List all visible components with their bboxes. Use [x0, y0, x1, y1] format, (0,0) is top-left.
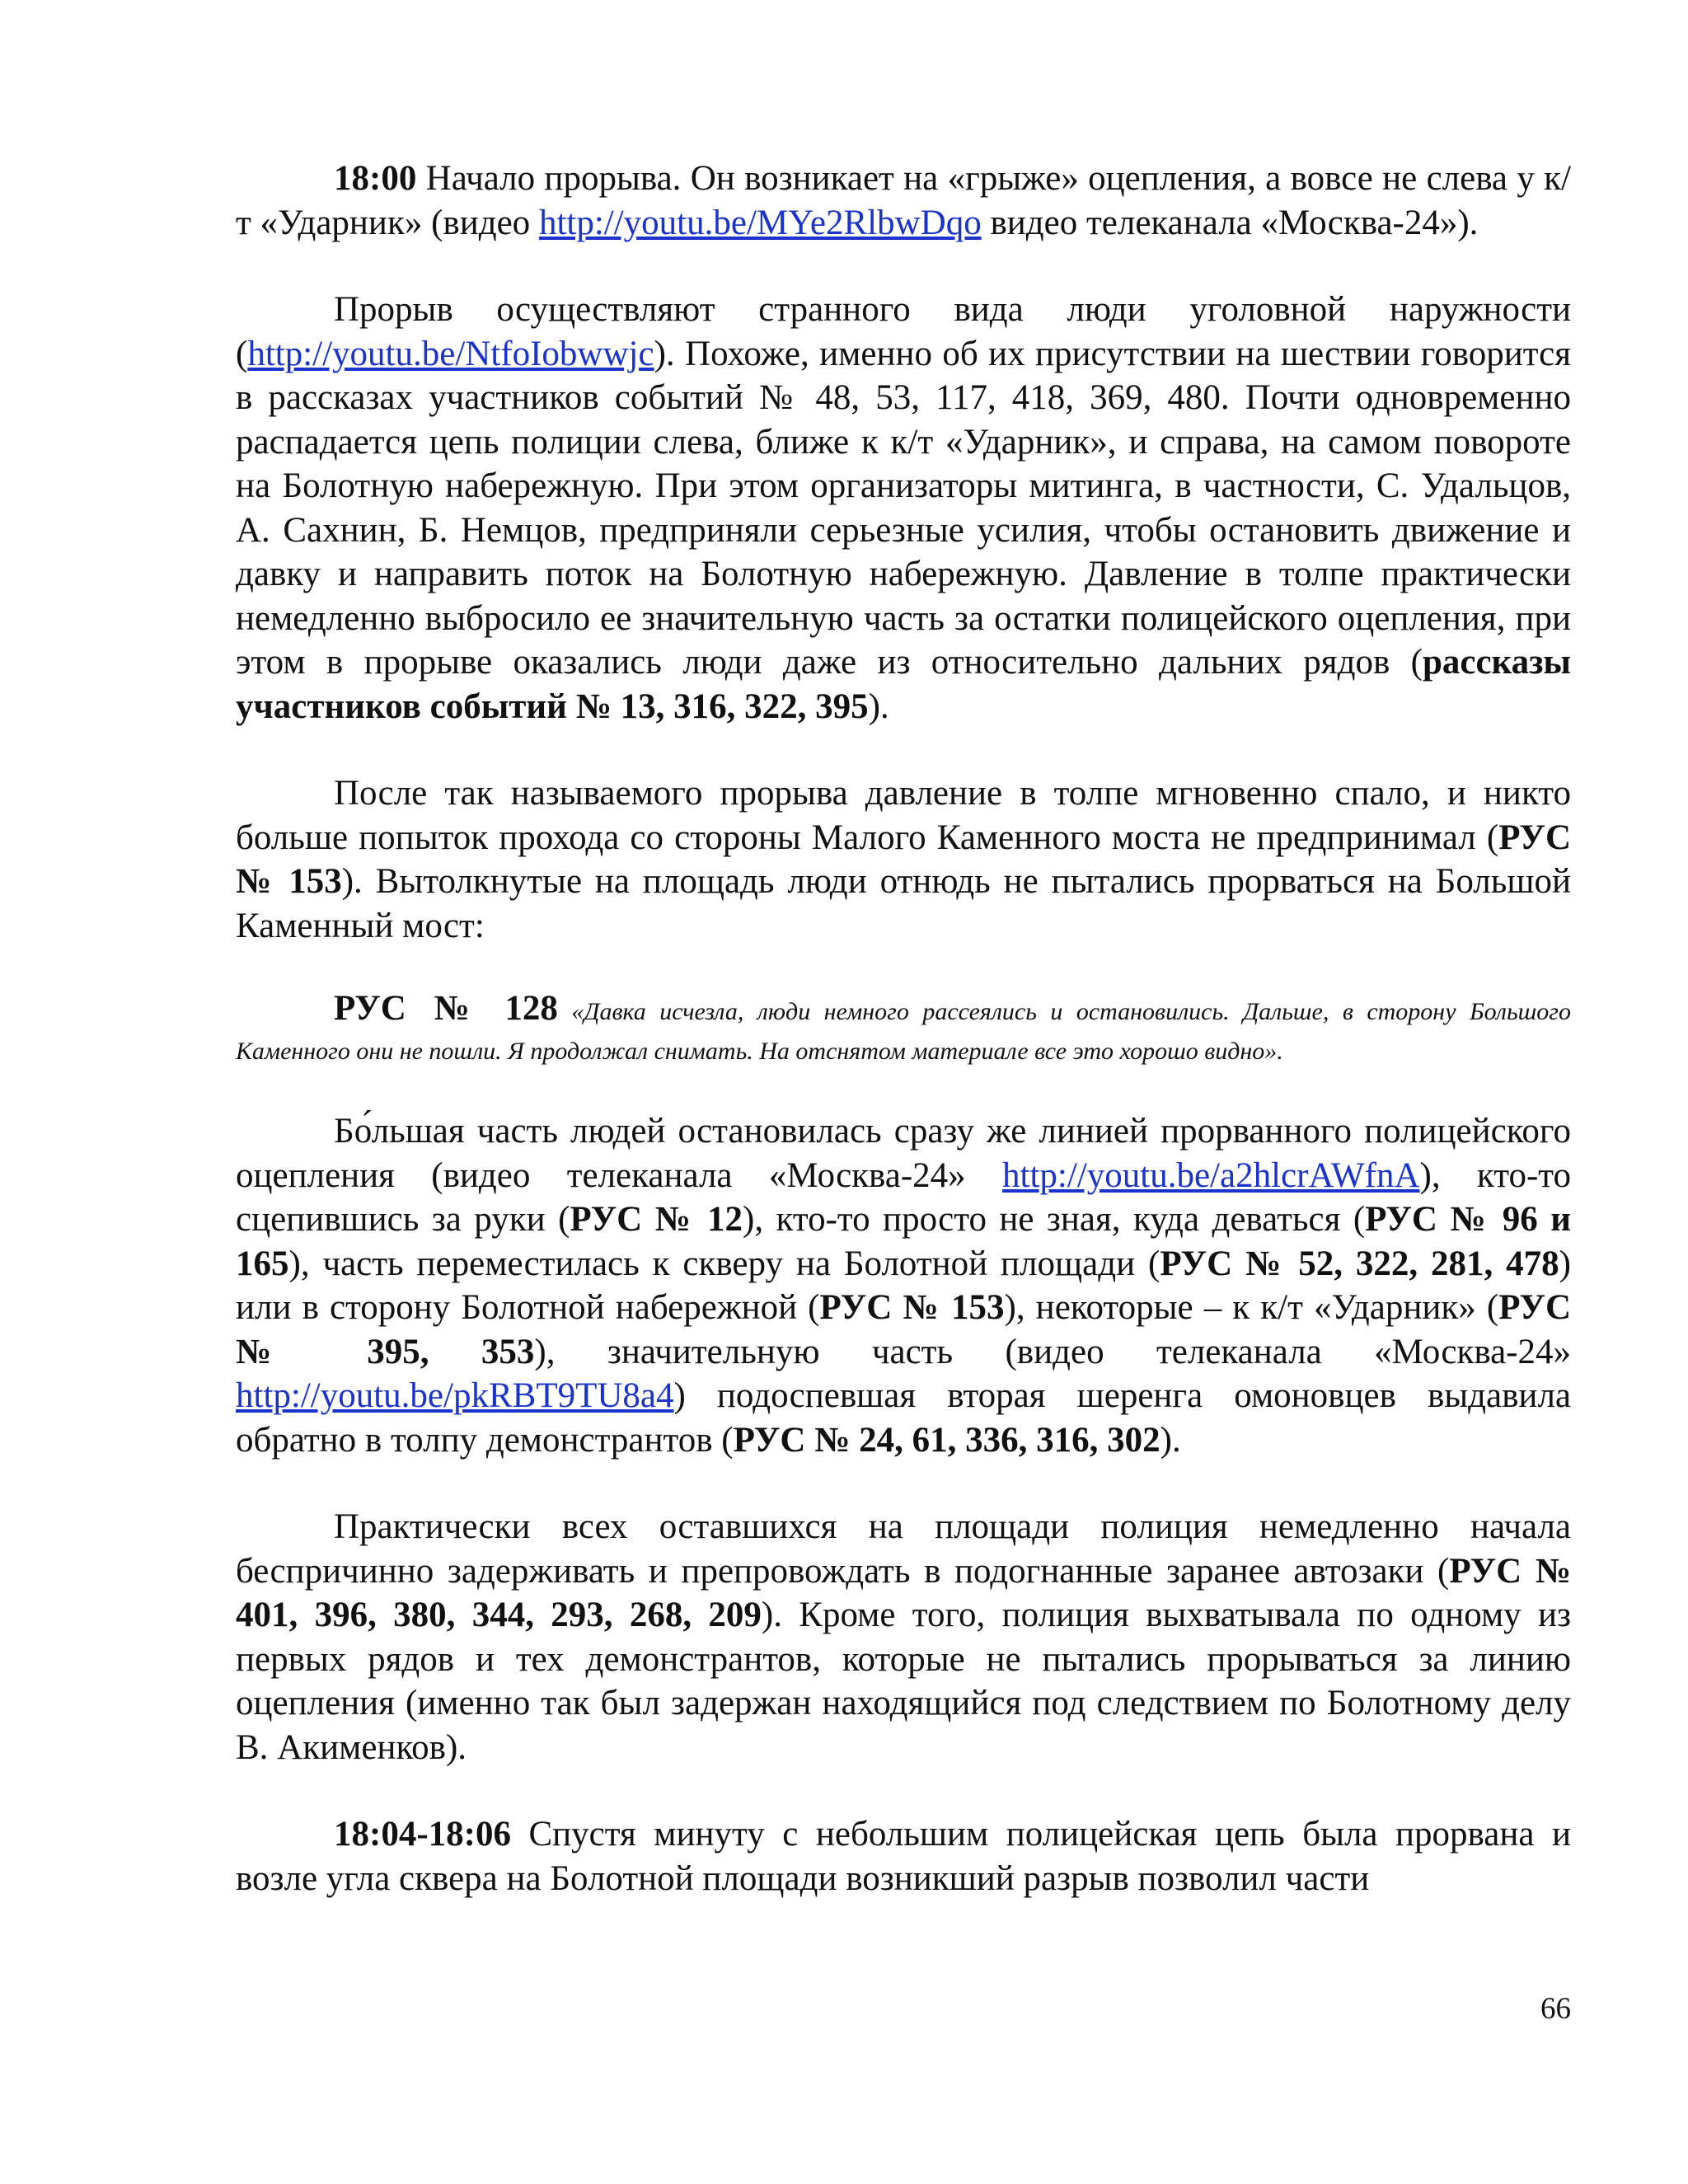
paragraph-text: ), значительную часть (видео телеканала «Москва-24» [534, 1332, 1571, 1371]
paragraph-breakthrough [236, 288, 1571, 729]
paragraph-text: ) подоспевшая вторая шеренга омоновцев выдавила обратно в толпу демонстрантов ( [236, 1376, 1571, 1460]
reference-bold: РУС № 153 [236, 818, 1571, 901]
paragraph-text: ), некоторые – к к/т «Ударник» ( [1004, 1288, 1499, 1327]
paragraph-1800 [236, 157, 1571, 245]
paragraph-text: Прорыв осуществляют странного вида люди уголовной наружности ( [236, 290, 1571, 373]
paragraph-text: ). [868, 687, 889, 726]
reference-bold: РУС № 24, 61, 336, 316, 302 [733, 1420, 1160, 1460]
paragraph-text: ). Кроме того, полиция выхватывала по одному из первых рядов и тех демонстрантов, которые не пытались прорываться за линию оцепления (именно так был задержан находящийся под следствием по Болотному делу В. Акименков). [236, 1596, 1571, 1767]
paragraph-text: ). [1160, 1420, 1181, 1460]
reference-bold: РУС № 12 [570, 1200, 743, 1239]
timestamp: 18:04-18:06 [334, 1815, 511, 1854]
paragraph-detentions [236, 1505, 1571, 1769]
reference-bold: РУС № 52, 322, 281, 478 [1160, 1244, 1559, 1283]
timestamp: 18:00 [334, 159, 417, 198]
video-link[interactable]: http://youtu.be/MYe2RlbwDqo [538, 203, 982, 242]
paragraph-text: ). Вытолкнутые на площадь люди отнюдь не пытались прорваться на Большой Каменный мост: [236, 862, 1571, 945]
paragraph-text: ) или в сторону Болотной набережной ( [236, 1244, 1571, 1327]
paragraph-text: ). Похоже, именно об их присутствии на шествии говорится в рассказах участников событий № 48, 53, 117, 418, 369, 480. Почти одновременно распадается цепь полиции слева, ближе к к/т «Ударник», и справа, на самом повороте на Болотную набережную. При этом организаторы митинга, в частности, С. Удальцов, А. Сахнин, Б. Немцов, предприняли серьезные усилия, чтобы остановить движение и давку и направить поток на Болотную набережную. Давление в толпе практически немедленно выбросило ее значительную часть за остатки полицейского оцепления, при этом в прорыве оказались люди даже из относительно дальних рядов ( [236, 334, 1571, 682]
reference-bold: РУС № 395, 353 [236, 1288, 1571, 1371]
reference-bold: рассказы участников событий № 13, 316, 322, 395 [236, 643, 1571, 726]
paragraph-text: видео телеканала «Москва-24»). [981, 203, 1479, 242]
paragraph-text: После так называемого прорыва давление в толпе мгновенно спало, и никто больше попыток прохода со стороны Малого Каменного моста не предпринимал ( [236, 774, 1571, 857]
reference-bold: РУС № 153 [819, 1288, 1005, 1327]
paragraph-majority [236, 1109, 1571, 1462]
page-number: 66 [1540, 1992, 1571, 2026]
paragraph-text: ), часть переместилась к скверу на Болотной площади ( [288, 1244, 1160, 1283]
paragraph-after-breakthrough [236, 771, 1571, 948]
paragraph-text: Практически всех оставшихся на площади полиция немедленно начала беспричинно задерживать и препровождать в подогнанные заранее автозаки ( [236, 1507, 1571, 1591]
paragraph-text: Спустя минуту с небольшим полицейская цепь была прорвана и возле угла сквера на Болотной площади возникший разрыв позволил части [236, 1815, 1571, 1898]
paragraph-text: Начало прорыва. Он возникает на «грыже» оцепления, а вовсе не слева у к/т «Ударник» (видео [236, 159, 1571, 242]
reference-bold: РУС № 96 и 165 [236, 1200, 1571, 1283]
paragraph-text: Бо́льшая часть людей остановилась сразу же линией прорванного полицейского оцепления (видео телеканала «Москва-24» [236, 1112, 1571, 1195]
paragraph-text: ), кто-то просто не зная, куда деваться ( [743, 1200, 1366, 1239]
video-link[interactable]: http://youtu.be/pkRBT9TU8a4 [236, 1376, 674, 1415]
video-link[interactable]: http://youtu.be/NtfoIobwwjc [247, 334, 654, 373]
testimony-quote [236, 991, 1571, 1070]
paragraph-text: ), кто-то сцепившись за руки ( [236, 1155, 1571, 1239]
quote-text: «Давка исчезла, люди немного рассеялись и остановились. Дальше, в сторону Большого Каменного они не пошли. Я продолжал снимать. На отснятом материале все это хорошо видно». [236, 998, 1572, 1065]
video-link[interactable]: http://youtu.be/a2hlcrAWfnA [1002, 1155, 1420, 1195]
paragraph-1804 [236, 1812, 1571, 1900]
document-body [236, 157, 1571, 1900]
quote-reference: РУС № 128 [334, 989, 558, 1028]
reference-bold: РУС № 401, 396, 380, 344, 293, 268, 209 [236, 1551, 1571, 1634]
